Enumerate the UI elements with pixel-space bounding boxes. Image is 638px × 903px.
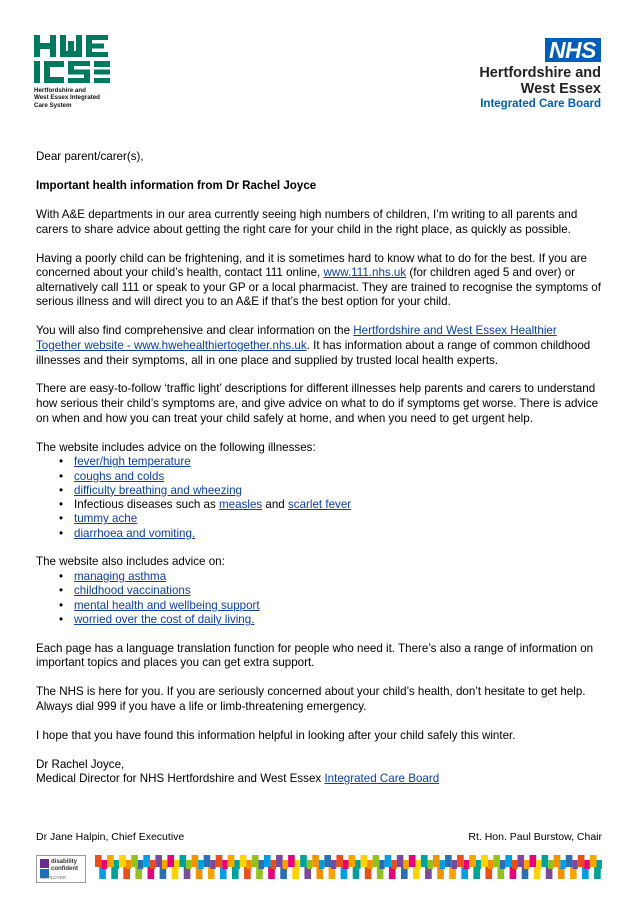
- band-block: [488, 860, 493, 869]
- band-block: [204, 855, 211, 867]
- band-block: [114, 860, 119, 869]
- band-block: [234, 860, 239, 869]
- list-item: [74, 498, 602, 512]
- band-block: [548, 860, 553, 869]
- paragraph-nhs-here: The NHS is here for you. If you are seriously concerned about your child’s health, don’t hesitate to get help. Always dial 999 if you have a life or limb-threatening emergency.: [36, 685, 586, 713]
- band-block: [138, 860, 143, 869]
- dc-text: [51, 859, 78, 872]
- band-block: [131, 855, 138, 867]
- band-block: [331, 860, 336, 869]
- hwe-logo-mark-icon: [34, 35, 110, 83]
- paragraph-111: [36, 252, 602, 310]
- band-block: [307, 860, 312, 869]
- band-block: [119, 855, 126, 867]
- list-item: [74, 455, 602, 469]
- list-item: [74, 613, 602, 627]
- band-block: [246, 860, 251, 869]
- band-block: [102, 860, 107, 869]
- hwe-line: Care System: [34, 101, 72, 109]
- link-111-online[interactable]: www.111.nhs.uk: [323, 266, 407, 280]
- infectious-text: Infectious diseases such as: [74, 498, 220, 512]
- band-block: [452, 860, 457, 869]
- band-block: [216, 855, 223, 867]
- band-block: [300, 855, 307, 867]
- band-block: [517, 855, 524, 867]
- band-block: [271, 860, 276, 869]
- link-icb[interactable]: Integrated Care Board: [324, 772, 440, 786]
- band-block: [481, 855, 488, 867]
- band-block: [252, 855, 259, 867]
- signature-block: [36, 758, 602, 787]
- band-block: [578, 855, 585, 867]
- para2-text-b: (for children aged 5 and over) or alternatively call 111 or speak to your GP or a local pharmacist. They are trained to recognise the symptoms of serious illness and will direct you to an A&E if that’s the best option for your child.: [36, 266, 601, 309]
- illness-intro: The website includes advice on the following illnesses:: [36, 440, 316, 454]
- link-cost-of-living[interactable]: worried over the cost of daily living.: [74, 612, 255, 626]
- dc-square-icon: [40, 859, 49, 868]
- hwe-line: Hertfordshire and: [34, 87, 86, 94]
- band-block: [361, 855, 368, 867]
- band-block: [572, 860, 577, 869]
- band-block: [505, 855, 512, 867]
- band-block: [415, 860, 420, 869]
- band-block: [186, 860, 191, 869]
- band-block: [150, 860, 155, 869]
- band-block: [409, 855, 416, 867]
- list-item: [74, 584, 602, 598]
- band-block: [440, 860, 445, 869]
- signoff-role-text: Medical Director for NHS Hertfordshire and West Essex: [36, 772, 325, 786]
- colour-band-decoration: [95, 855, 602, 879]
- band-block: [319, 860, 324, 869]
- link-healthier-together[interactable]: Hertfordshire and West Essex Healthier Together website - www.hwehealthiertogether.nhs.uk: [36, 324, 557, 352]
- link-tummy-ache[interactable]: tummy ache: [74, 512, 138, 526]
- para2-text-a: Having a poorly child can be frightening, and it is sometimes hard to know what to do for the best. If you are concerned about your child’s health, contact 111 online,: [36, 251, 588, 280]
- band-block: [107, 855, 114, 867]
- org-name-line2: West Essex: [520, 81, 601, 97]
- band-block: [126, 860, 131, 869]
- hwe-ics-logo: [34, 35, 114, 109]
- link-asthma[interactable]: managing asthma: [74, 570, 167, 584]
- band-block: [240, 855, 247, 867]
- disability-confident-logo: [36, 855, 86, 883]
- band-block: [476, 860, 481, 869]
- band-block: [198, 860, 203, 869]
- band-block: [445, 855, 452, 867]
- band-block: [391, 860, 396, 869]
- link-vaccinations[interactable]: childhood vaccinations: [74, 584, 191, 598]
- paragraph-traffic-light: There are easy-to-follow ‘traffic light’ descriptions for different illnesses help parents and carers to understand how serious their child’s symptoms are, and give advice on what to do if symptoms get worse. There is advice on when and how you can treat your child safely at home, and when you need to get urgent help.: [36, 382, 599, 425]
- list-item: [74, 527, 602, 541]
- band-block: [295, 860, 300, 869]
- list-item: [74, 599, 602, 613]
- band-block: [433, 855, 440, 867]
- para3-text-a: You will also find comprehensive and clear information on the: [36, 324, 354, 338]
- band-block: [524, 860, 529, 869]
- and-text: and: [262, 498, 288, 512]
- band-block: [336, 855, 343, 867]
- link-breathing[interactable]: difficulty breathing and wheezing: [74, 483, 243, 497]
- band-block: [536, 860, 541, 869]
- band-block: [179, 855, 186, 867]
- band-block: [367, 860, 372, 869]
- link-scarlet-fever[interactable]: scarlet fever: [287, 498, 352, 512]
- list-item: [74, 570, 602, 584]
- org-name-line3: Integrated Care Board: [480, 98, 601, 110]
- list-item: [74, 484, 602, 498]
- signoff-name: Dr Rachel Joyce,: [36, 757, 125, 771]
- band-block: [312, 855, 319, 867]
- band-block: [264, 855, 271, 867]
- link-diarrhoea[interactable]: diarrhoea and vomiting.: [74, 526, 196, 540]
- band-block: [373, 855, 380, 867]
- letter-body: [36, 150, 602, 787]
- letter-subject: Important health information from Dr Rachel Joyce: [36, 178, 317, 192]
- hwe-logo-caption: [34, 87, 114, 109]
- band-block: [228, 855, 235, 867]
- list-item: [74, 512, 602, 526]
- chair-name: Rt. Hon. Paul Burstow, Chair: [468, 831, 602, 843]
- nhs-logo-block: [479, 38, 601, 112]
- band-block: [95, 855, 102, 867]
- hwe-line: West Essex Integrated: [34, 94, 100, 102]
- band-block: [283, 860, 288, 869]
- band-block: [566, 855, 573, 867]
- band-block: [530, 855, 537, 867]
- link-fever[interactable]: fever/high temperature: [74, 455, 191, 469]
- band-block: [421, 855, 428, 867]
- band-block: [469, 855, 476, 867]
- band-block: [167, 855, 174, 867]
- band-block: [288, 855, 295, 867]
- band-block: [457, 855, 464, 867]
- band-block: [324, 855, 331, 867]
- signoff-role: [36, 772, 602, 787]
- band-block: [162, 860, 167, 869]
- band-block: [355, 860, 360, 869]
- band-block: [143, 855, 150, 867]
- dc-text-line: disability: [51, 859, 78, 865]
- band-block: [464, 860, 469, 869]
- band-block: [542, 855, 549, 867]
- band-block: [560, 860, 565, 869]
- list-item: [74, 470, 602, 484]
- link-mental-health[interactable]: mental health and wellbeing support: [74, 598, 260, 612]
- band-block: [210, 860, 215, 869]
- link-measles[interactable]: measles: [219, 498, 263, 512]
- band-block: [276, 855, 283, 867]
- dc-text-line: confident: [51, 865, 78, 872]
- also-intro: The website also includes advice on:: [36, 555, 225, 569]
- illness-list: [36, 455, 602, 541]
- para3-text-b: . It has information about a range of common childhood illnesses and their symptoms, all in one place and supplied by trusted local health experts.: [36, 338, 591, 367]
- nhs-logo-icon: NHS: [545, 38, 601, 62]
- band-block: [500, 860, 505, 869]
- paragraph-closing: I hope that you have found this information helpful in looking after your child safely this winter.: [36, 728, 516, 742]
- link-coughs-colds[interactable]: coughs and colds: [74, 469, 165, 483]
- band-block: [428, 860, 433, 869]
- band-block: [379, 860, 384, 869]
- band-block: [222, 860, 227, 869]
- org-name-line1: Hertfordshire and: [479, 65, 601, 81]
- band-block: [512, 860, 517, 869]
- greeting: Dear parent/carer(s),: [36, 150, 144, 163]
- paragraph-healthier-together: [36, 324, 602, 368]
- band-block: [493, 855, 500, 867]
- band-block: [597, 860, 602, 869]
- band-block: [343, 860, 348, 869]
- paragraph-intro: With A&E departments in our area currently seeing high numbers of children, I’m writing to all parents and carers to share advice about getting the right care for your child in the right place, as quickly as possible.: [36, 207, 578, 236]
- footer-names: [36, 831, 602, 844]
- band-block: [397, 855, 404, 867]
- band-block: [192, 855, 199, 867]
- paragraph-translation: Each page has a language translation function for people who need it. There’s also a range of information on important topics and places you can get extra support.: [36, 641, 594, 670]
- dc-employer: EMPLOYER: [41, 875, 67, 880]
- band-block: [155, 855, 162, 867]
- band-block: [554, 855, 561, 867]
- band-block: [174, 860, 179, 869]
- also-list: [36, 570, 602, 627]
- chief-executive-name: Dr Jane Halpin, Chief Executive: [36, 831, 185, 843]
- band-block: [385, 855, 392, 867]
- band-block: [348, 855, 355, 867]
- band-block: [584, 860, 589, 869]
- band-block: [259, 860, 264, 869]
- band-block: [590, 855, 597, 867]
- band-block: [403, 860, 408, 869]
